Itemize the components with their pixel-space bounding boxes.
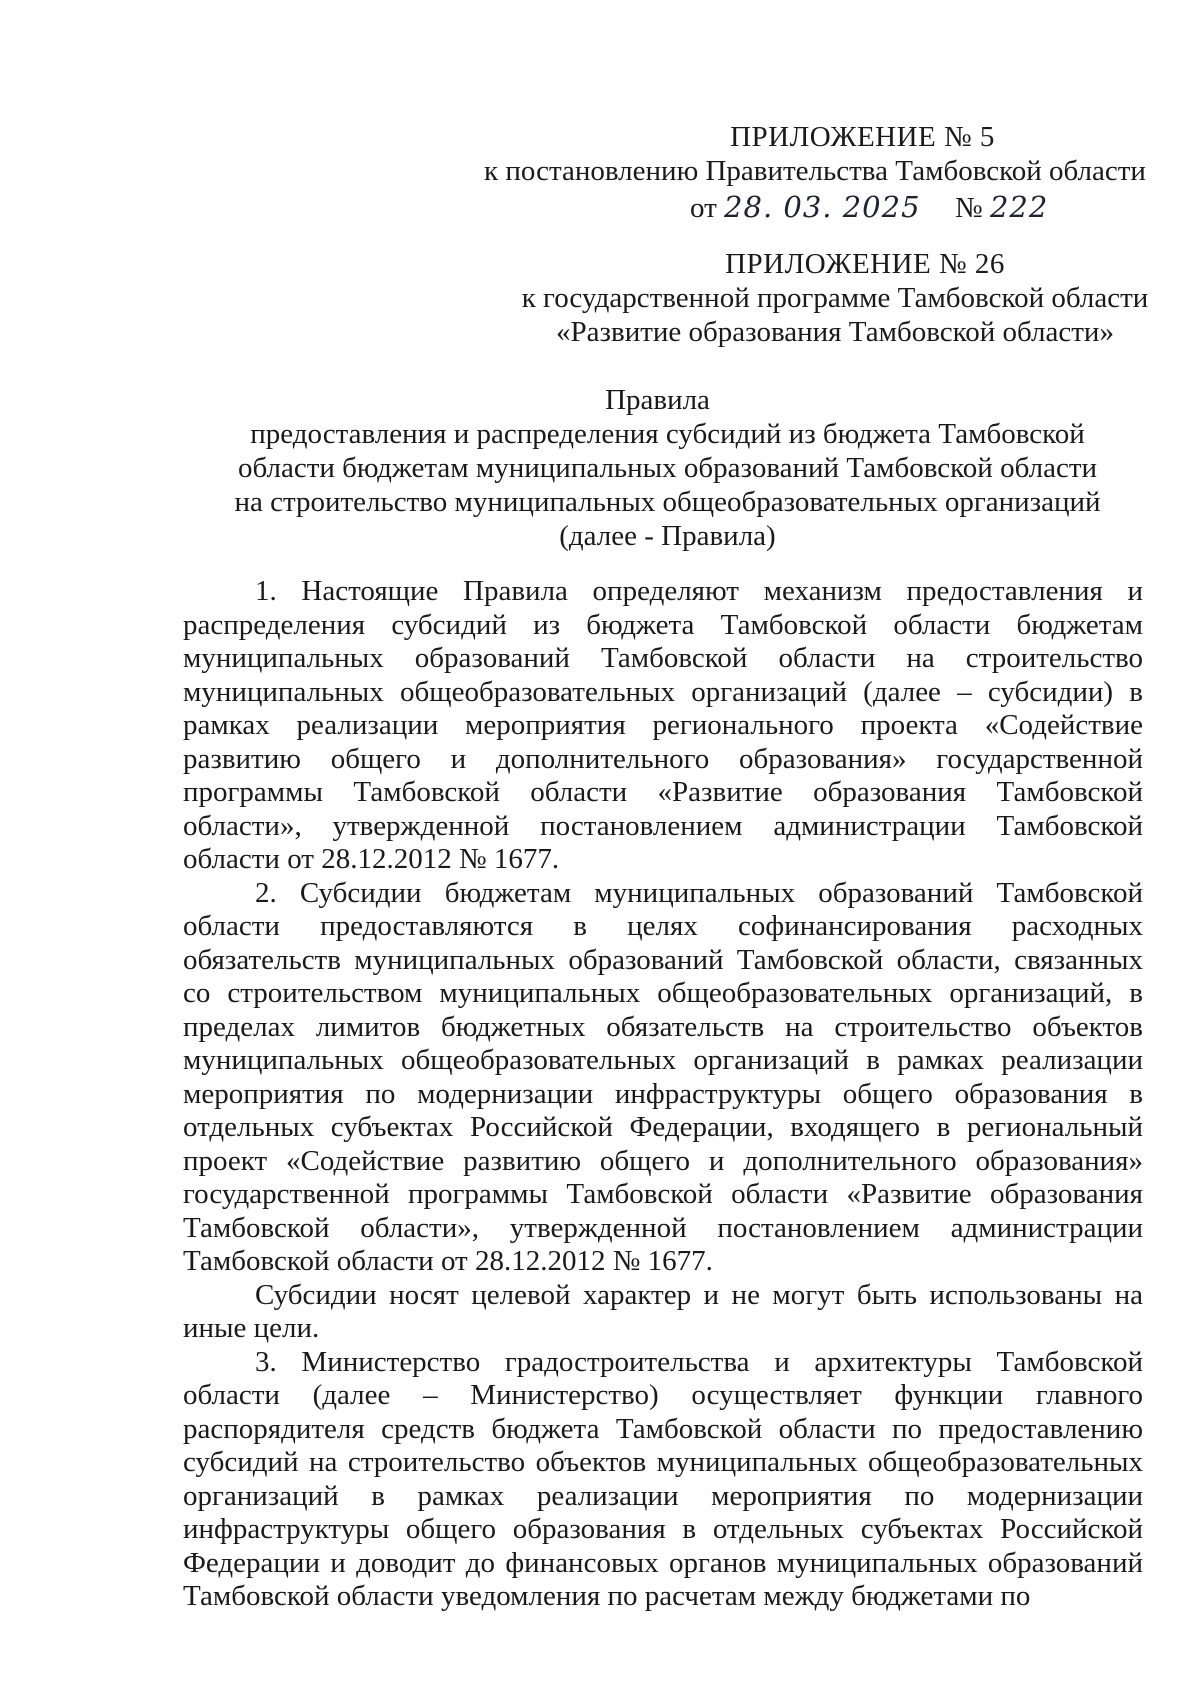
appendix-26-title: ПРИЛОЖЕНИЕ № 26 xyxy=(725,248,1005,280)
program-name: «Развитие образования Тамбовской области» xyxy=(556,316,1114,348)
date-prefix: от xyxy=(690,192,717,224)
approval-header xyxy=(470,120,1160,225)
rules-title xyxy=(175,383,1160,553)
rules-heading: Правила xyxy=(605,384,710,416)
handwritten-date: 28. 03. 2025 xyxy=(724,190,921,224)
paragraph-2: 2. Субсидии бюджетам муниципальных образований Тамбовской области предоставляются в целях софинансирования расходных обязательств муниципальных образований Тамбовской области, связанных со строительством муниципальных общеобразовательных организаций, в пределах лимитов бюджетных обязательств на строительство объектов муниципальных общеобразовательных организаций в рамках реализации мероприятия по модернизации инфраструктуры общего образования в отдельных субъектах Российской Федерации, входящего в региональный проект «Содействие развитию общего и дополнительного образования» государственной программы Тамбовской области «Развитие образования Тамбовской области», утвержденной постановлением администрации Тамбовской области от 28.12.2012 № 1677. xyxy=(183,876,1143,1277)
rules-title-line: предоставления и распределения субсидий из бюджета Тамбовской xyxy=(250,418,1085,450)
rules-title-line: области бюджетам муниципальных образований Тамбовской области xyxy=(237,452,1098,484)
paragraph-2-note: Субсидии носят целевой характер и не могут быть использованы на иные цели. xyxy=(183,1278,1143,1344)
handwritten-number: 222 xyxy=(989,190,1049,224)
paragraph-1: 1. Настоящие Правила определяют механизм предоставления и распределения субсидий из бюджета Тамбовской области бюджетам муниципальных образований Тамбовской области на строительство муниципальных общеобразовательных организаций (далее – субсидии) в рамках реализации мероприятия регионального проекта «Содействие развитию общего и дополнительного образования» государственной программы Тамбовской области «Развитие образования Тамбовской области», утвержденной постановлением администрации Тамбовской области от 28.12.2012 № 1677. xyxy=(183,575,1143,875)
program-reference: к государственной программе Тамбовской области xyxy=(521,282,1149,314)
rules-title-line: на строительство муниципальных общеобразовательных организаций xyxy=(234,486,1101,518)
document-body xyxy=(183,575,1143,1614)
program-header xyxy=(510,247,1160,349)
appendix-5-title: ПРИЛОЖЕНИЕ № 5 xyxy=(730,121,995,153)
paragraph-3: 3. Министерство градостроительства и архитектуры Тамбовской области (далее – Министерство) осуществляет функции главного распорядителя средств бюджета Тамбовской области по предоставлению субсидий на строительство объектов муниципальных общеобразовательных организаций в рамках реализации мероприятия по модернизации инфраструктуры общего образования в отдельных субъектах Российской Федерации и доводит до финансовых органов муниципальных образований Тамбовской области уведомления по расчетам между бюджетами по xyxy=(183,1345,1143,1612)
decree-reference: к постановлению Правительства Тамбовской области xyxy=(484,155,1146,187)
rules-title-line: (далее - Правила) xyxy=(559,520,776,552)
decree-date-line xyxy=(470,190,1160,225)
number-prefix: № xyxy=(955,192,983,224)
